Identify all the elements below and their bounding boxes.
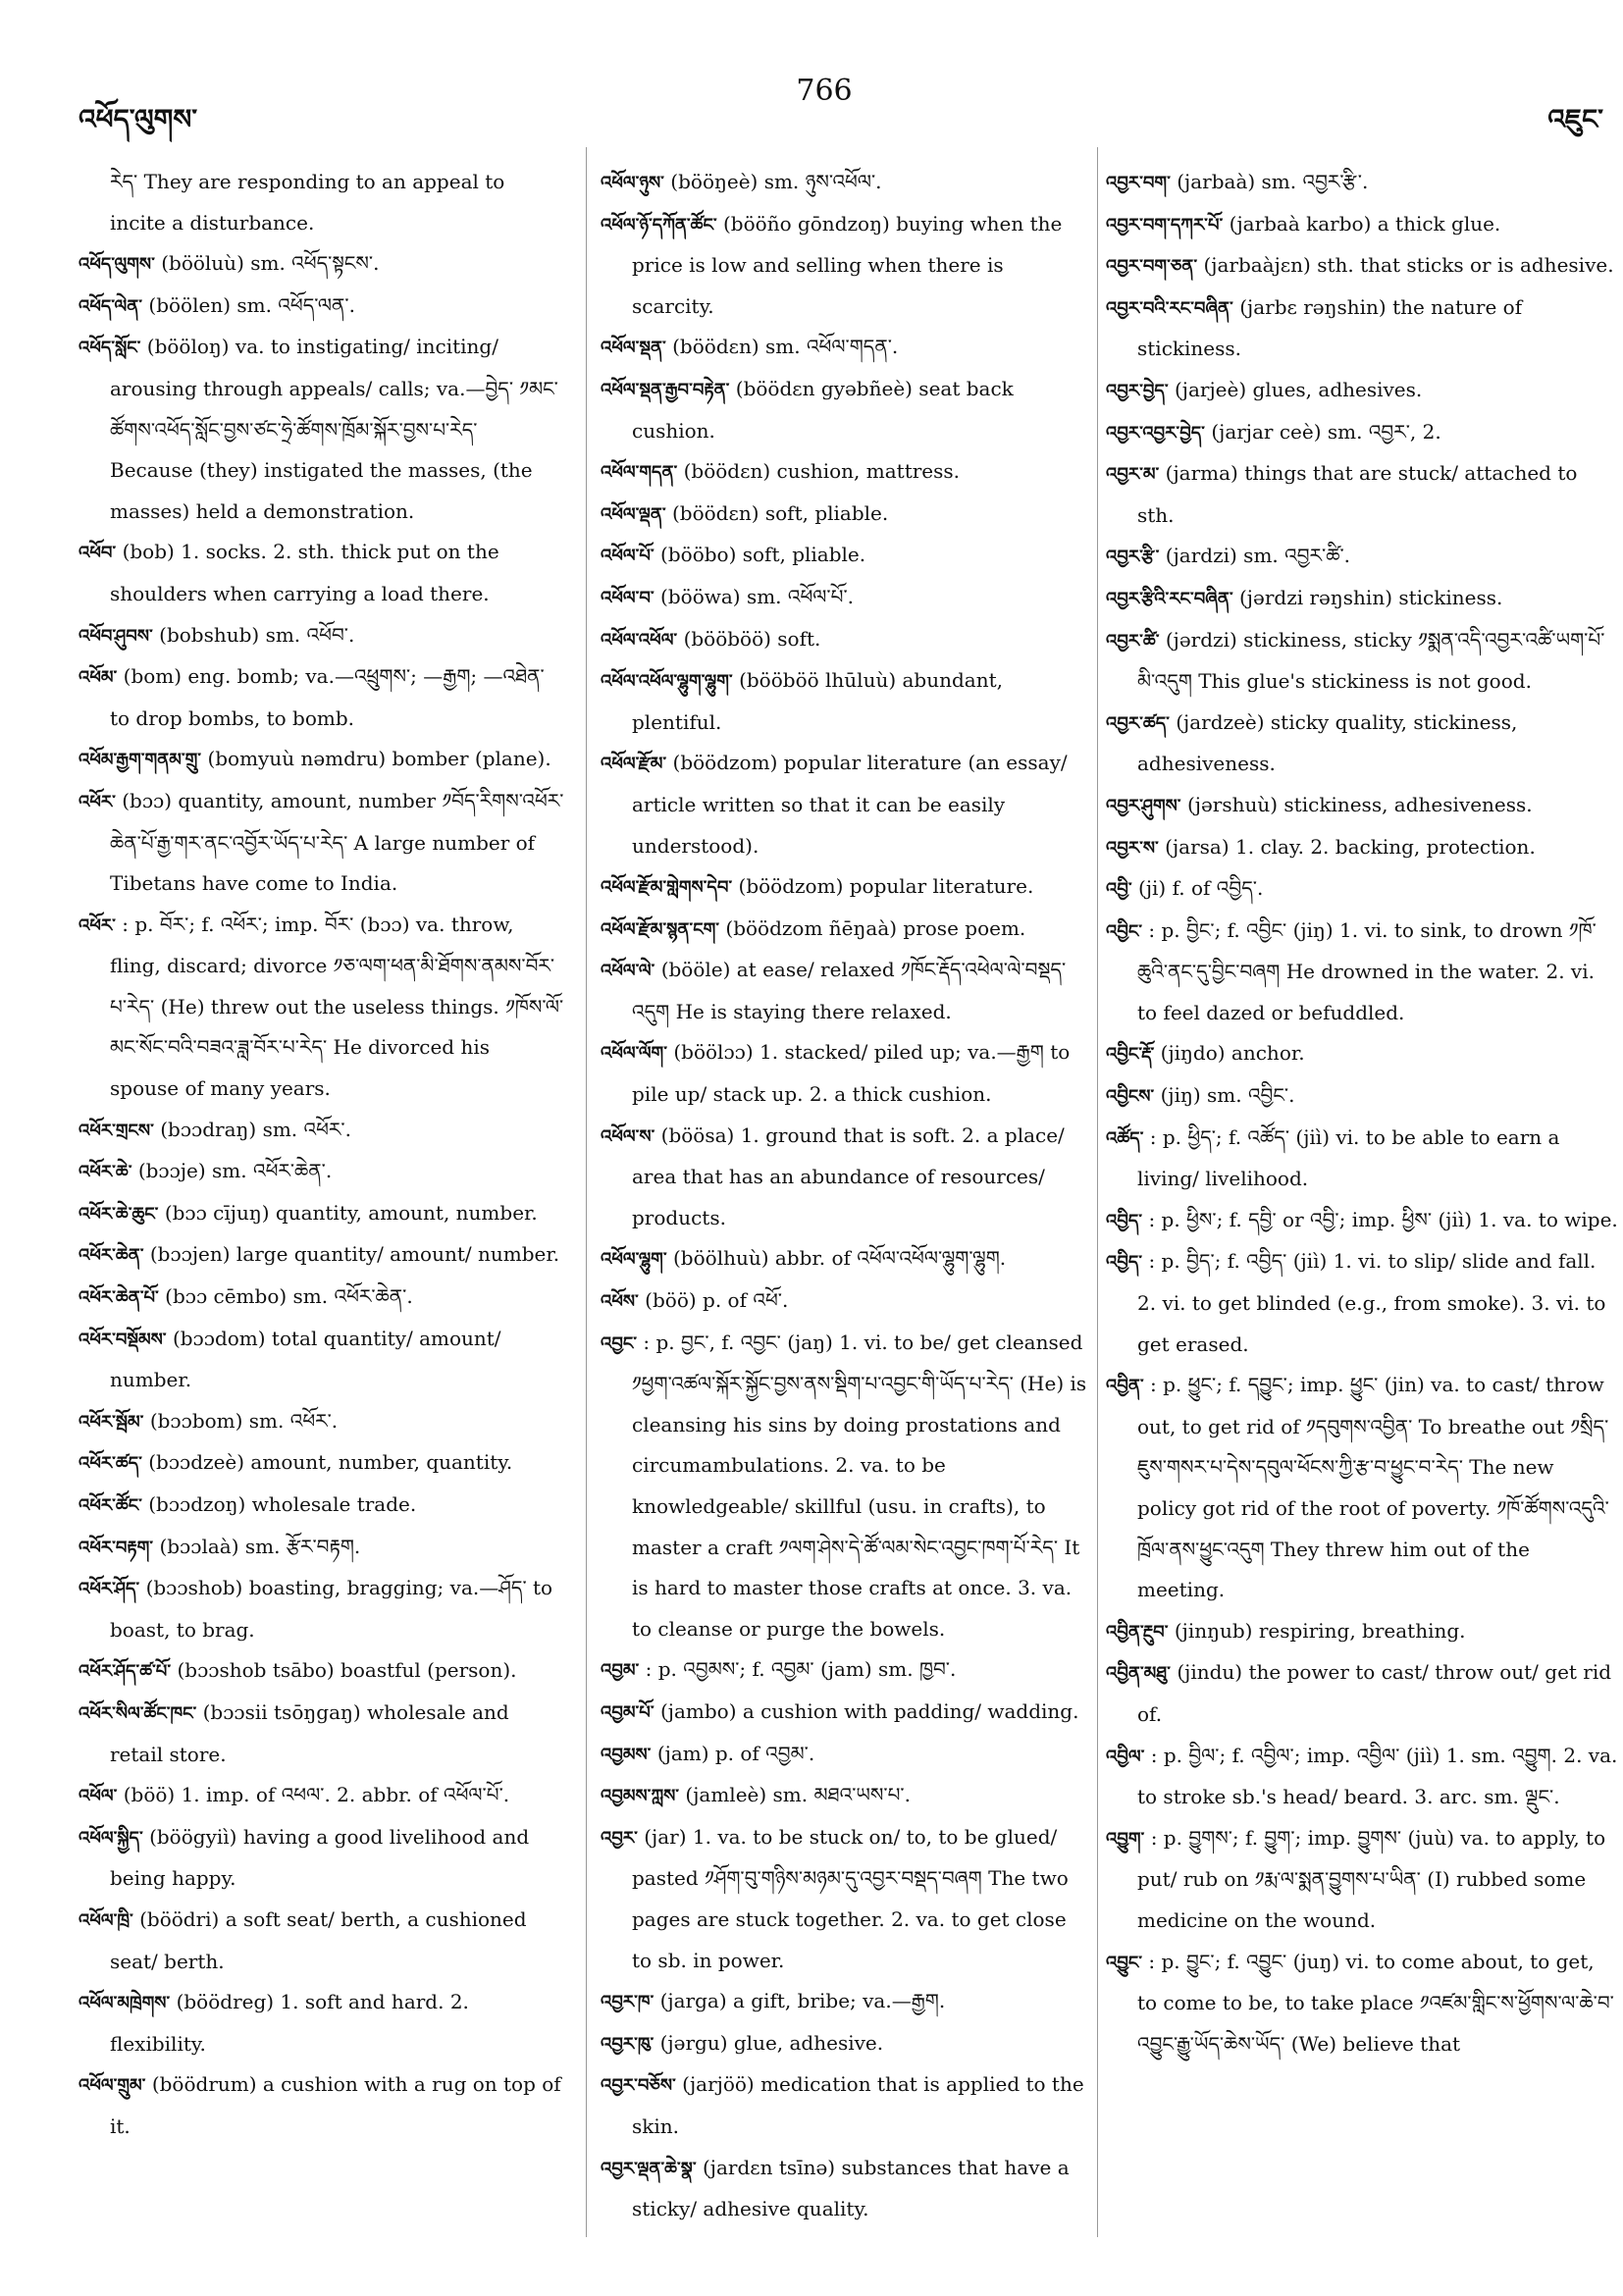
dictionary-entry [1106, 536, 1618, 578]
entry-definition: : p. བྱུང་; f. འབྱུང་ (juŋ) vi. to come about, to get, to come to be, to take place ༡འཛམ་གླིང་ས་ཕྱོགས་ལ་ཆེ་བ་འབྱུང་རྒྱུ་ཡོད་ཆེས་ཡོད་ (We) believe that [1137, 1949, 1614, 2056]
entry-definition: (bɔɔ) quantity, amount, number ༡བོད་རིགས་འཕོར་ཆེན་པོ་རྒྱ་གར་ནང་འབྱོར་ཡོད་པ་རེད་ A large number of Tibetans have come to India. [110, 788, 564, 896]
column-divider [1097, 147, 1098, 2237]
entry-definition: (jardɛn tsīnə) substances that have a sticky/ adhesive quality. [632, 2155, 1070, 2221]
dictionary-entry [79, 286, 564, 328]
dictionary-entry [1106, 1818, 1618, 1942]
entry-definition: (jiŋ) sm. འབྱིང་. [1160, 1083, 1295, 1108]
entry-headword: འཕོར་ [79, 791, 116, 812]
dictionary-entry [79, 1401, 564, 1443]
entry-headword: འབྱར་མ་ [1106, 464, 1160, 486]
entry-headword: འཕོལ་ཁྲི་ [79, 1909, 133, 1931]
entry-headword: འཕོར་ཚོང་ [79, 1495, 142, 1516]
entry-headword: འཕོལ་པོ་ [601, 546, 654, 567]
entry-headword: འཕོལ་སྡན་ [601, 338, 666, 359]
entry-headword: འབྱར་རྩིའི་རང་བཞིན་ [1106, 588, 1233, 609]
dictionary-entry [79, 1193, 564, 1235]
page-header [0, 59, 1623, 137]
entry-headword: འཕོད་སློང་ [79, 338, 141, 359]
dictionary-entry [1106, 1365, 1618, 1611]
entry-headword: འབྱིད་ [1106, 1252, 1143, 1274]
entry-headword: འབྱར་བག་ཅན་ [1106, 256, 1198, 278]
entry-definition: : p. བྱིལ་; f. འབྱིལ་; imp. འབྱིལ་ (jiì) 1. sm. འབྱུག. 2. va. to stroke sb.'s head/ beard. 3. arc. sm. ལྡུང་. [1137, 1743, 1618, 1809]
dictionary-entry [601, 535, 1091, 577]
dictionary-entry [601, 1981, 1091, 2023]
entry-definition: (böögyiì) having a good livelihood and being happy. [110, 1824, 530, 1891]
dictionary-entry [79, 532, 564, 614]
dictionary-entry [79, 1110, 564, 1152]
entry-headword: འཕོལ་སྡན་རྒྱབ་བརྟེན་ [601, 379, 730, 400]
dictionary-entry [79, 2064, 564, 2147]
entry-headword: འབྱར་ལྡན་ཆེ་སྣ་ [601, 2158, 697, 2179]
dictionary-entry [79, 1650, 564, 1693]
entry-definition: (böödzom) popular literature (an essay/ article written so that it can be easily understood). [632, 751, 1068, 858]
entry-headword: འཕོལ་རྫོམ་སྙན་ངག་ [601, 918, 720, 940]
dictionary-entry [79, 327, 564, 532]
entry-headword: འཚོད་ [1106, 1127, 1144, 1149]
entry-headword: འབྱར་བག་ [1106, 173, 1171, 193]
dictionary-entry [601, 2023, 1091, 2065]
entry-headword: འཕོལ་ལྡན་ [601, 503, 666, 525]
entry-headword: འཕོལ་ཉོ་དཀོན་ཚོང་ [601, 214, 717, 235]
dictionary-entry [1106, 245, 1618, 287]
entry-definition: (jərshuù) stickiness, adhesiveness. [1186, 792, 1533, 816]
entry-headword: འབྱུག་ [1106, 1828, 1145, 1850]
entry-definition: (böödɛn gyəbñeè) seat back cushion. [632, 376, 1014, 443]
entry-definition: (bööluù) sm. འཕོད་སྟངས་. [161, 251, 380, 276]
entry-definition: (jiŋdo) anchor. [1160, 1041, 1305, 1066]
entry-headword: འབྱིང་རྡོ་ [1106, 1044, 1155, 1066]
dictionary-entry [79, 739, 564, 781]
entry-headword: འབྱམས་ [601, 1744, 652, 1765]
entry-headword: འཕོར་གྲངས་ [79, 1120, 154, 1141]
entry-definition: (böödrum) a cushion with a rug on top of it. [110, 2072, 561, 2138]
entry-definition: (bööŋeè) sm. ཉུས་འཕོལ་. [670, 170, 882, 193]
entry-definition: (bɔɔje) sm. འཕོར་ཆེན་. [137, 1159, 333, 1183]
entry-headword: འབྱར་ཁུ་ [601, 2033, 654, 2055]
dictionary-entry [601, 1817, 1091, 1981]
entry-definition: (böödɛn) soft, pliable. [671, 500, 889, 525]
dictionary-entry [1106, 370, 1618, 412]
entry-headword: འཕོར་བརྟག་ [79, 1537, 154, 1558]
entry-definition: (jarma) things that are stuck/ attached to sth. [1137, 461, 1578, 527]
dictionary-entry [601, 494, 1091, 536]
entry-headword: འབྱར་ཚད་ [1106, 712, 1170, 734]
entry-headword: འཕོལ་མཁྲེགས་ [79, 1993, 171, 2014]
entry-definition: (böödɛn) cushion, mattress. [683, 459, 961, 484]
dictionary-entry [79, 656, 564, 739]
entry-definition: : p. བྱང་, f. འབྱང་ (jaŋ) 1. vi. to be/ get cleansed ༡ཕྱག་འཚལ་སྐོར་སྐྱོང་བྱས་ནས་སྡིག་པ་འབྱང་གི་ཡོད་པ་རེད་ (He) is cleansing his sins by doing prostations and circumambulations. 2. va. to be knowledgeable/ skillful (usu. in crafts), to master a craft ༡ལག་ཤེས་དེ་ཚོ་ལམ་སེང་འབྱང་ཁག་པོ་རེད་ It is hard to master those crafts at once. 3. va. to cleanse or purge the bowels. [632, 1330, 1087, 1641]
dictionary-entry [79, 905, 564, 1110]
entry-headword: འབྱིད་ [1106, 1210, 1143, 1231]
entry-definition: : p. ཕྱིད་; f. འཚོད་ (jiì) vi. to be able to earn a living/ livelihood. [1137, 1124, 1560, 1191]
dictionary-entry [79, 1775, 564, 1817]
dictionary-entry [601, 660, 1091, 743]
dictionary-entry [601, 866, 1091, 909]
column-divider [586, 147, 587, 2237]
dictionary-entry [79, 1527, 564, 1569]
dictionary-entry [79, 1277, 564, 1319]
entry-headword: འཕོར་ [79, 914, 116, 936]
entry-definition: : p. བྱུགས་; f. བྱུག་; imp. བྱུགས་ (juù) va. to apply, to put/ rub on ༡རྨ་ལ་སྨན་བྱུགས་པ་ཡིན་ (I) rubbed some medicine on the wound. [1137, 1825, 1606, 1932]
entry-definition: (bööbo) soft, pliable. [660, 543, 866, 567]
entry-headword: འཕོར་ཆེན་པོ་ [79, 1287, 159, 1309]
entry-definition: (jərdzi rəŋshin) stickiness. [1239, 585, 1503, 609]
running-head-left: འཕོད་ལུགས་ [79, 103, 198, 135]
entry-headword: འབྱར་ཁ་ [601, 1992, 654, 2013]
entry-headword: འབྱམས་ཀླས་ [601, 1786, 680, 1807]
dictionary-column-2 [601, 162, 1091, 2257]
dictionary-entry [79, 781, 564, 905]
dictionary-entry [1106, 1075, 1618, 1118]
dictionary-entry [1106, 1118, 1618, 1200]
entry-definition: (jarga) a gift, bribe; va.—རྒྱག. [659, 1989, 946, 2013]
entry-definition: (jambo) a cushion with padding/ wadding. [659, 1698, 1079, 1723]
entry-definition: : p. ཕྱུང་; f. དབྱུང་; imp. ཕྱུང་ (jin) va. to cast/ throw out, to get rid of ༡དབུགས་འབྱིན་ To breathe out ༡སྲིད་ཇུས་གསར་པ་དེས་དབུལ་ཕོངས་ཀྱི་རྩ་བ་ཕྱུང་བ་རེད་ The new policy got rid of the root of poverty. ༡ཁོ་ཚོགས་འདུའི་ཁྲོལ་ནས་ཕྱུང་འདུག They threw him out of the meeting. [1137, 1373, 1609, 1602]
dictionary-entry [1106, 1200, 1618, 1242]
entry-definition: (jarjar ceè) sm. འབྱར་, 2. [1211, 419, 1441, 444]
entry-headword: འཕོལ་ལེ་ [601, 961, 655, 982]
entry-definition: (jarsa) 1. clay. 2. backing, protection. [1165, 834, 1536, 859]
entry-headword: འབྱིང་ [1106, 920, 1143, 942]
entry-headword: འཕོར་ཤོད་ཚ་པོ་ [79, 1661, 172, 1683]
entry-headword: འཕོམ་རྒྱག་གནམ་གྲུ་ [79, 750, 202, 771]
running-head-right: འཇུང་ [1547, 103, 1603, 135]
dictionary-entry [79, 243, 564, 286]
entry-definition: (bɔɔsii tsōŋgaŋ) wholesale and retail store. [110, 1699, 509, 1766]
entry-headword: འཕོལ་ [79, 1786, 118, 1807]
entry-headword: འཕོབ་ཤུབས་ [79, 625, 153, 647]
entry-definition: རེད་ They are responding to an appeal to incite a disturbance. [110, 170, 505, 235]
entry-definition: (böölɔɔ) 1. stacked/ piled up; va.—རྒྱག to pile up/ stack up. 2. a thick cushion. [632, 1040, 1071, 1107]
entry-definition: (jinŋub) respiring, breathing. [1174, 1618, 1466, 1643]
entry-headword: འཕོལ་སྐྱིད་ [79, 1827, 143, 1849]
entry-headword: འབྱང་ [601, 1332, 638, 1354]
entry-definition: : p. ཕྱིས་; f. དབྱི་ or འབྱི་; imp. ཕྱིས་ (jiì) 1. va. to wipe. [1148, 1207, 1618, 1231]
entry-definition: (jarbaà) sm. འབྱར་རྩི་. [1177, 170, 1369, 193]
entry-definition: (böödreg) 1. soft and hard. 2. flexibility. [110, 1990, 469, 2056]
dictionary-entry [601, 1238, 1091, 1280]
dictionary-entry [1106, 1241, 1618, 1365]
entry-definition: (bɔɔshob) boasting, bragging; va.—ཤོད་ to boast, to brag. [110, 1576, 553, 1642]
entry-headword: འཕོལ་ས་ [601, 1125, 655, 1147]
dictionary-entry [601, 909, 1091, 951]
entry-definition: (bomyuù nəmdru) bomber (plane). [207, 747, 551, 771]
dictionary-entry [601, 327, 1091, 369]
entry-headword: འཕོལ་རྫོམ་ [601, 754, 667, 775]
dictionary-entry [79, 615, 564, 657]
dictionary-entry [601, 619, 1091, 661]
entry-definition: : p. བྱིང་; f. འབྱིང་ (jiŋ) 1. vi. to sink, to drown ༡ཁོ་ཆུའི་ནང་དུ་བྱིང་བཞག He drowned in the water. 2. vi. to feel dazed or befuddled. [1137, 917, 1597, 1024]
entry-definition: (bɔɔdzeè) amount, number, quantity. [148, 1450, 513, 1475]
page-number: 766 [796, 74, 853, 108]
entry-headword: འབྱམ་པོ་ [601, 1701, 654, 1723]
dictionary-entry [79, 1151, 564, 1193]
entry-headword: འབྱར་འབྱར་བྱེད་ [1106, 422, 1205, 444]
entry-headword: འཕོད་ལེན་ [79, 295, 143, 317]
entry-headword: འབྱར་བའི་རང་བཞིན་ [1106, 297, 1233, 319]
dictionary-entry [79, 1693, 564, 1775]
entry-definition: (jar) 1. va. to be stuck on/ to, to be glued/ pasted ༡ཤོག་བུ་གཉིས་མཉམ་དུ་འབྱར་བསྡད་བཞག The two pages are stuck together. 2. va. to get close to sb. in power. [632, 1824, 1069, 1972]
entry-headword: འཕོལ་གྲུམ་ [79, 2075, 146, 2097]
entry-headword: འཕོར་བསྡོམས་ [79, 1329, 167, 1350]
entry-definition: (bɔɔdraŋ) sm. འཕོར་. [160, 1117, 351, 1141]
entry-definition: (bööwa) sm. འཕོལ་པོ་. [660, 584, 854, 608]
entry-definition: (böösa) 1. ground that is soft. 2. a place/ area that has an abundance of resources/ products. [632, 1122, 1065, 1229]
dictionary-entry [1106, 287, 1618, 370]
dictionary-entry [79, 1319, 564, 1401]
entry-headword: འཕོལ་འཕོལ་ལྷུག་ལྷུག་ [601, 671, 733, 693]
dictionary-column-3 [1106, 162, 1618, 2257]
entry-headword: འཕོད་ལུགས་ [79, 254, 155, 276]
dictionary-entry [601, 1323, 1091, 1650]
entry-headword: འཕོར་སྦོམ་ [79, 1411, 144, 1433]
dictionary-entry [601, 1032, 1091, 1115]
entry-definition: (jarbɛ rəŋshin) the nature of stickiness. [1137, 294, 1523, 361]
entry-headword: འབྱར་རྩི་ [1106, 547, 1160, 568]
entry-definition: (bɔɔlaà) sm. རྩོར་བརྟག. [159, 1534, 361, 1558]
entry-definition: (böö) 1. imp. of འཕལ་. 2. abbr. of འཕོལ་པོ་. [123, 1783, 510, 1807]
dictionary-entry [1106, 204, 1618, 246]
entry-definition: (bɔɔ cījuŋ) quantity, amount, number. [164, 1200, 538, 1225]
entry-headword: འབྱར་བྱེད་ [1106, 380, 1169, 401]
entry-definition: (bɔɔ cēmbo) sm. འཕོར་ཆེན་. [165, 1284, 413, 1309]
entry-definition: (böödzom ñēŋaà) prose poem. [725, 915, 1026, 940]
entry-definition: : p. བོར་; f. འཕོར་; imp. བོར་ (bɔɔ) va. throw, fling, discard; divorce ༡ཅ་ལག་ཕན་མི་ཐོགས་ནམས་བོར་པ་རེད་ (He) threw out the useless things. ༡ཁོས་ལོ་མང་སོང་བའི་བཟའ་ཟླ་བོར་པ་རེད་ He divorced his spouse of many years. [110, 912, 564, 1101]
dictionary-entry [601, 1116, 1091, 1239]
dictionary-entry [1106, 578, 1618, 620]
entry-headword: འཕོར་སིལ་ཚོང་ཁང་ [79, 1702, 197, 1724]
dictionary-entry [1106, 703, 1618, 785]
dictionary-entry [1106, 453, 1618, 536]
entry-definition: (böölhuù) abbr. of འཕོལ་འཕོལ་ལྷུག་ལྷུག. [673, 1246, 1007, 1271]
entry-definition: (jərgu) glue, adhesive. [659, 2030, 884, 2055]
entry-headword: འཕོམ་ [79, 667, 118, 689]
entry-headword: འཕོས་ [601, 1291, 639, 1313]
entry-headword: འཕོལ་བ་ [601, 587, 654, 608]
dictionary-entry [79, 1234, 564, 1277]
entry-definition: (jam) p. of འབྱམ་. [656, 1741, 815, 1765]
dictionary-entry [79, 1442, 564, 1485]
entry-headword: འབྱིངས་ [1106, 1086, 1155, 1108]
entry-definition: (bööño gōndzoŋ) buying when the price is low and selling when there is scarcity. [632, 211, 1063, 318]
dictionary-entry [601, 369, 1091, 451]
dictionary-entry [1106, 785, 1618, 827]
dictionary-entry [1106, 412, 1618, 454]
entry-headword: འབྱར་བག་དཀར་པོ་ [1106, 214, 1224, 235]
entry-headword: འབྱམ་ [601, 1660, 640, 1682]
dictionary-entry [1106, 1942, 1618, 2065]
entry-definition: (bɔɔjen) large quantity/ amount/ number. [149, 1242, 560, 1267]
entry-headword: འཕོལ་འཕོལ་ [601, 629, 678, 651]
dictionary-entry [79, 1982, 564, 2064]
entry-headword: འཕོལ་ཉུས་ [601, 173, 664, 193]
entry-definition: (bööböö lhūluù) abundant, plentiful. [632, 668, 1003, 734]
entry-headword: འབྱིལ་ [1106, 1746, 1145, 1767]
entry-headword: འབྱིན་མཐུ་ [1106, 1663, 1171, 1685]
entry-definition: (bom) eng. bomb; va.—འཕྲུགས་; —རྒྱག; —འཐེན་ to drop bombs, to bomb. [110, 664, 545, 730]
entry-definition: (bobshub) sm. འཕོབ་. [159, 622, 355, 647]
entry-definition: : p. བྱིད་; f. འབྱིད་ (jiì) 1. vi. to slip/ slide and fall. 2. vi. to get blinded (e.g., from smoke). 3. vi. to get erased. [1137, 1249, 1606, 1356]
entry-definition: (jarjöö) medication that is applied to the skin. [632, 2072, 1084, 2138]
entry-definition: (böö) p. of འཕོ་. [645, 1288, 789, 1313]
dictionary-entry [601, 2064, 1091, 2147]
entry-continuation [79, 162, 564, 243]
dictionary-entry [601, 950, 1091, 1032]
dictionary-entry [1106, 1652, 1618, 1735]
dictionary-entry [1106, 162, 1618, 204]
dictionary-entry [79, 1817, 564, 1900]
entry-definition: (jardzi) sm. འབྱར་ཚི་. [1165, 544, 1351, 568]
dictionary-entry [601, 451, 1091, 494]
dictionary-entry [1106, 1033, 1618, 1075]
entry-definition: (böölen) sm. འཕོད་ལན་. [148, 292, 355, 317]
entry-definition: (bɔɔdom) total quantity/ amount/ number. [110, 1326, 501, 1392]
dictionary-entry [1106, 911, 1618, 1034]
entry-definition: (bɔɔdzoŋ) wholesale trade. [148, 1492, 417, 1516]
entry-definition: (jamleè) sm. མཐའ་ཡས་པ་. [685, 1783, 911, 1807]
entry-headword: འཕོལ་ལོག་ [601, 1043, 667, 1065]
entry-definition: (jindu) the power to cast/ throw out/ get rid of. [1137, 1660, 1612, 1726]
entry-headword: འབྱིན་རྔུབ་ [1106, 1621, 1169, 1643]
entry-definition: (jardzeè) sticky quality, stickiness, adhesiveness. [1137, 709, 1518, 776]
dictionary-entry [1106, 620, 1618, 703]
entry-headword: འབྱར་བཅོས་ [601, 2075, 676, 2097]
entry-definition: (böödɛn) sm. འཕོལ་གདན་. [672, 335, 899, 359]
entry-definition: : p. འབྱམས་; f. འབྱམ་ (jam) sm. ཁྱབ་. [645, 1657, 957, 1682]
entry-headword: འབྱར་ཤུགས་ [1106, 795, 1181, 816]
dictionary-entry [1106, 827, 1618, 869]
dictionary-entry [1106, 1736, 1618, 1818]
dictionary-entry [601, 162, 1091, 204]
dictionary-entry [1106, 1611, 1618, 1653]
entry-definition: (jərdzi) stickiness, sticky ༡སྨན་འདི་འབྱར་འཚི་ཡག་པོ་མི་འདུག This glue's stickiness is not good. [1137, 627, 1605, 694]
entry-definition: (bob) 1. socks. 2. sth. thick put on the shoulders when carrying a load there. [110, 540, 499, 605]
entry-definition: (böödri) a soft seat/ berth, a cushioned seat/ berth. [110, 1906, 527, 1973]
dictionary-entry [601, 204, 1091, 328]
entry-headword: འཕོར་ཚད་ [79, 1453, 142, 1475]
entry-headword: འཕོར་ཤོད་ [79, 1579, 140, 1600]
dictionary-entry [601, 1734, 1091, 1776]
entry-definition: (bööloŋ) va. to instigating/ inciting/ arousing through appeals/ calls; va.—བྱེད་ ༡མང་ཚོགས་འཕོད་སློང་བྱས་ཙང་ཧྲེ་ཚོགས་ཁྲོམ་སྐོར་བྱས་པ་རེད་ Because (they) instigated the masses, (the masses) held a demonstration. [110, 335, 558, 523]
entry-headword: འཕོར་ཆེན་ [79, 1245, 144, 1267]
entry-headword: འཕོར་ཆེ་ཆུང་ [79, 1203, 159, 1225]
entry-definition: (ji) f. of འབྱིད་. [1138, 876, 1264, 901]
entry-headword: འབྱུང་ [1106, 1952, 1143, 1973]
entry-headword: འབྱིན་ [1106, 1376, 1144, 1397]
entry-headword: འཕོབ་ [79, 543, 117, 564]
dictionary-entry [601, 1775, 1091, 1817]
entry-headword: འབྱི་ [1106, 879, 1132, 901]
dictionary-entry [601, 1649, 1091, 1692]
entry-definition: (bɔɔshob tsābo) boastful (person). [177, 1658, 517, 1683]
entry-definition: (jarbaà karbo) a thick glue. [1229, 211, 1501, 235]
entry-headword: འཕོལ་ལྷུག་ [601, 1249, 667, 1271]
entry-headword: འཕོལ་རྫོམ་གླེགས་དེབ་ [601, 877, 733, 899]
dictionary-entry [79, 1485, 564, 1527]
dictionary-entry [601, 577, 1091, 619]
entry-definition: (jarbaàjɛn) sth. that sticks or is adhesive. [1203, 253, 1614, 278]
dictionary-entry [79, 1568, 564, 1650]
dictionary-entry [79, 1900, 564, 1982]
entry-definition: (böödzom) popular literature. [738, 874, 1034, 899]
entry-headword: འཕོར་ཆེ་ [79, 1162, 132, 1183]
dictionary-entry [601, 1692, 1091, 1734]
entry-headword: འབྱར་ [601, 1827, 638, 1849]
entry-definition: (bööle) at ease/ relaxed ༡ཁོང་རྡོད་འཕེལ་ལེ་བསྡད་འདུག He is staying there relaxed. [632, 958, 1067, 1023]
dictionary-column-1 [79, 162, 564, 2257]
entry-headword: འབྱར་ས་ [1106, 837, 1159, 859]
dictionary-entry [601, 1280, 1091, 1323]
entry-definition: (bööböö) soft. [683, 626, 821, 651]
entry-definition: (bɔɔbom) sm. འཕོར་. [149, 1408, 339, 1433]
entry-definition: (jarjeè) glues, adhesives. [1174, 377, 1423, 401]
entry-headword: འཕོལ་གདན་ [601, 462, 678, 484]
dictionary-entry [601, 743, 1091, 866]
entry-headword: འབྱར་ཚི་ [1106, 630, 1160, 652]
dictionary-entry [601, 2148, 1091, 2230]
dictionary-entry [1106, 868, 1618, 911]
